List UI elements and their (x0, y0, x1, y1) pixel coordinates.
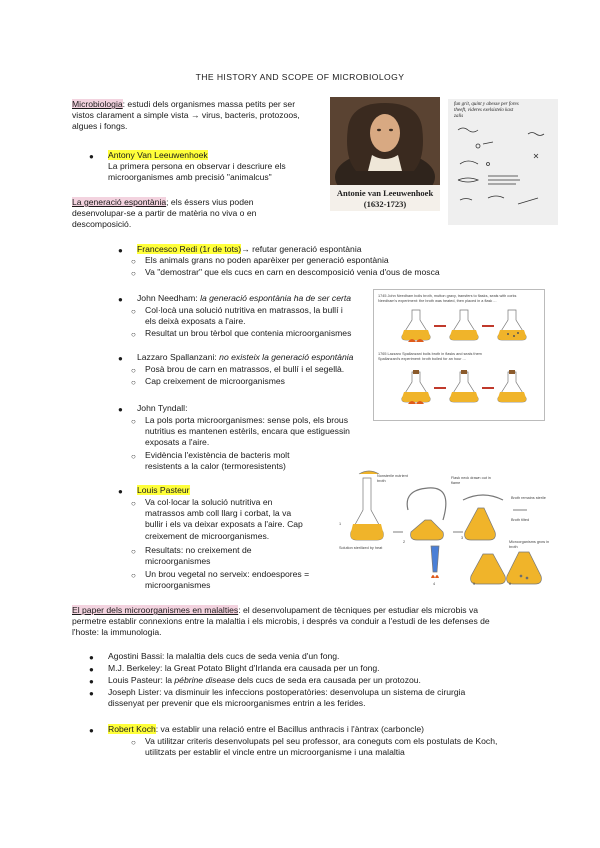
term-microbiologia: Microbiologia (72, 99, 123, 109)
name-pasteur: Louis Pasteur (137, 485, 190, 495)
paper-definition: El paper dels microorganismes en malalties: el desenvolupament de tècniques per estudiar els microbis va permetre establir connexions entre la malaltia i els microbis, i després va conduir a l'estudi de les defenses de l'hoste: la immunologia. (72, 605, 490, 638)
fig-label: Broth tilted (511, 518, 530, 522)
fig-label: Nonsterile nutrient broth (377, 474, 408, 483)
sketch-drawings (448, 120, 558, 220)
redi-sub-1: Els animals grans no poden aparèixer per generació espontània (145, 255, 389, 265)
fig-caption-1: 1745 John Needham boils broth, mutton gravy, transfers to flasks, seals with corks Needham's experiment: the broth was heated, then placed in a flask ... (378, 294, 517, 303)
step-number: 5 (473, 582, 476, 586)
circle-bullet-icon: ○ (131, 366, 136, 375)
needham-sub-1: Col·locà una solució nutritiva en matrassos, la bullí i els deixà exposats a l'aire. (145, 305, 343, 327)
step-number: 6 (509, 582, 512, 586)
bullet-icon: ● (118, 354, 123, 363)
fig-label: Flask neck drawn out in flame (451, 476, 491, 485)
koch-item: Robert Koch: va establir una relació entre el Bacillus anthracis i l'àntrax (carboncle) (108, 724, 424, 734)
circle-bullet-icon: ○ (131, 738, 136, 747)
pasteur-sub-2: Resultats: no creixement de microorganismes (145, 545, 252, 567)
needham-spallanzani-figure (373, 289, 545, 421)
pasteur-item (137, 485, 337, 496)
pasteur-sub-1: Va col·locar la solució nutritiva en matrassos amb coll llarg i corbat, la va bullir i els va deixar exposats a l'aire. Cap creixement de microorganismes. (145, 497, 303, 541)
redi-item: Francesco Redi (1r de tots)→ refutar generació espontània (137, 244, 362, 254)
leeuwenhoek-item: Antony Van Leeuwenhoek La primera persona en observar i descriure els microorganismes amb precisió "animalcus" (108, 150, 286, 183)
list-item: Agostini Bassi: la malaltia dels cucs de seda venia d'un fong. (108, 651, 340, 661)
bullet-icon: ● (118, 246, 123, 255)
fig-label: Solution sterilized by heat (339, 546, 383, 550)
term-generacio-espontania: La generació espontània (72, 197, 167, 207)
flask-drawings (374, 290, 544, 420)
spallanzani-sub-2: Cap creixement de microorganismes (145, 376, 285, 386)
portrait-image (330, 97, 440, 185)
circle-bullet-icon: ○ (131, 417, 136, 426)
bullet-icon: ● (118, 405, 123, 414)
list-item: M.J. Berkeley: la Great Potato Blight d'Irlanda era causada per un fong. (108, 663, 380, 673)
swan-neck-flasks (333, 470, 558, 592)
redi-sub-2: Va "demostrar" que els cucs en carn en descomposició venia d'ous de mosca (145, 267, 440, 277)
tyndall-name: John Tyndall: (137, 403, 188, 413)
bullet-icon: ● (118, 295, 123, 304)
circle-bullet-icon: ○ (131, 499, 136, 508)
circle-bullet-icon: ○ (131, 307, 136, 316)
bullet-icon: ● (118, 487, 123, 496)
circle-bullet-icon: ○ (131, 378, 136, 387)
fig-label: Broth remains sterile (511, 496, 546, 500)
bullet-icon: ● (89, 689, 94, 698)
fig-label: Microorganisms grow in broth (509, 540, 550, 549)
circle-bullet-icon: ○ (131, 330, 136, 339)
circle-bullet-icon: ○ (131, 547, 136, 556)
leeuwenhoek-portrait (330, 97, 440, 211)
pasteur-swan-neck-figure (333, 470, 558, 592)
bullet-icon: ● (89, 665, 94, 674)
portrait-caption-name: Antonie van Leeuwenhoek (336, 188, 434, 199)
pasteur-sub-3: Un brou vegetal no serveix: endoespores = microorganismes (145, 569, 310, 591)
name-leeuwenhoek: Antony Van Leeuwenhoek (108, 150, 208, 160)
needham-item: John Needham: la generació espontània ha de ser certa (137, 293, 352, 303)
name-koch: Robert Koch (108, 724, 156, 734)
step-number: 1 (339, 522, 342, 526)
microbiologia-definition: Microbiologia: estudi dels organismes massa petits per ser vistos clarament a simple vista → virus, bacteris, protozoos, algues i fongs. (72, 99, 300, 132)
spallanzani-item: Lazzaro Spallanzani: no existeix la generació espontània (137, 352, 354, 362)
list-item: Louis Pasteur: la pébrine disease dels cucs de seda era causada per un protozou. (108, 675, 421, 685)
portrait-caption-years: (1632-1723) (363, 199, 407, 210)
bullet-icon: ● (89, 677, 94, 686)
term-paper-malalties: El paper dels microorganismes en malalties (72, 605, 239, 615)
page-title: THE HISTORY AND SCOPE OF MICROBIOLOGY (195, 72, 405, 82)
needham-sub-2: Resultat un brou tèrbol que contenia microorganismes (145, 328, 352, 338)
bullet-icon: ● (89, 653, 94, 662)
bullet-icon: ● (89, 152, 94, 161)
step-number: 2 (403, 540, 406, 544)
animalcules-sketch (448, 99, 558, 225)
circle-bullet-icon: ○ (131, 452, 136, 461)
bullet-icon: ● (89, 726, 94, 735)
list-item: Joseph Lister: va disminuir les infeccions postoperatòries: desenvolupa un sistema de cirurgia dissenyat per prevenir que els microorganismes entrin a les ferides. (108, 687, 466, 709)
fig-caption-2: 1765 Lazzaro Spallanzani boils broth in flasks and seals them Spallanzani's experiment: broth boiled for an hour ... (378, 352, 482, 361)
sketch-text: fun grit, quint y abesse per fores theeft, videres exelsistelo kast zalis (454, 102, 519, 119)
tyndall-sub-1: La pols porta microorganismes: sense pols, els brous nutritius es mantenen estèrils, encara que estiguessin exposats a l'aire. (145, 415, 350, 448)
spallanzani-sub-1: Posà brou de carn en matrassos, el bullí i el segellà. (145, 364, 345, 374)
koch-sub-1: Va utilitzar criteris desenvolupats pel seu professor, ara coneguts com els postulats de Koch, utilitzats per establir el vincle entre un microorganisme i una malaltia (145, 736, 498, 758)
circle-bullet-icon: ○ (131, 257, 136, 266)
step-number: 3 (461, 536, 464, 540)
name-redi: Francesco Redi (1r de tots) (137, 244, 242, 254)
step-number: 4 (433, 582, 436, 586)
tyndall-sub-2: Evidència l'existència de bacteris molt resistents a la calor (termoresistents) (145, 450, 290, 472)
circle-bullet-icon: ○ (131, 571, 136, 580)
circle-bullet-icon: ○ (131, 269, 136, 278)
generacio-definition: La generació espontània; els éssers vius poden desenvolupar-se a partir de matèria no viva o en descomposició. (72, 197, 257, 230)
